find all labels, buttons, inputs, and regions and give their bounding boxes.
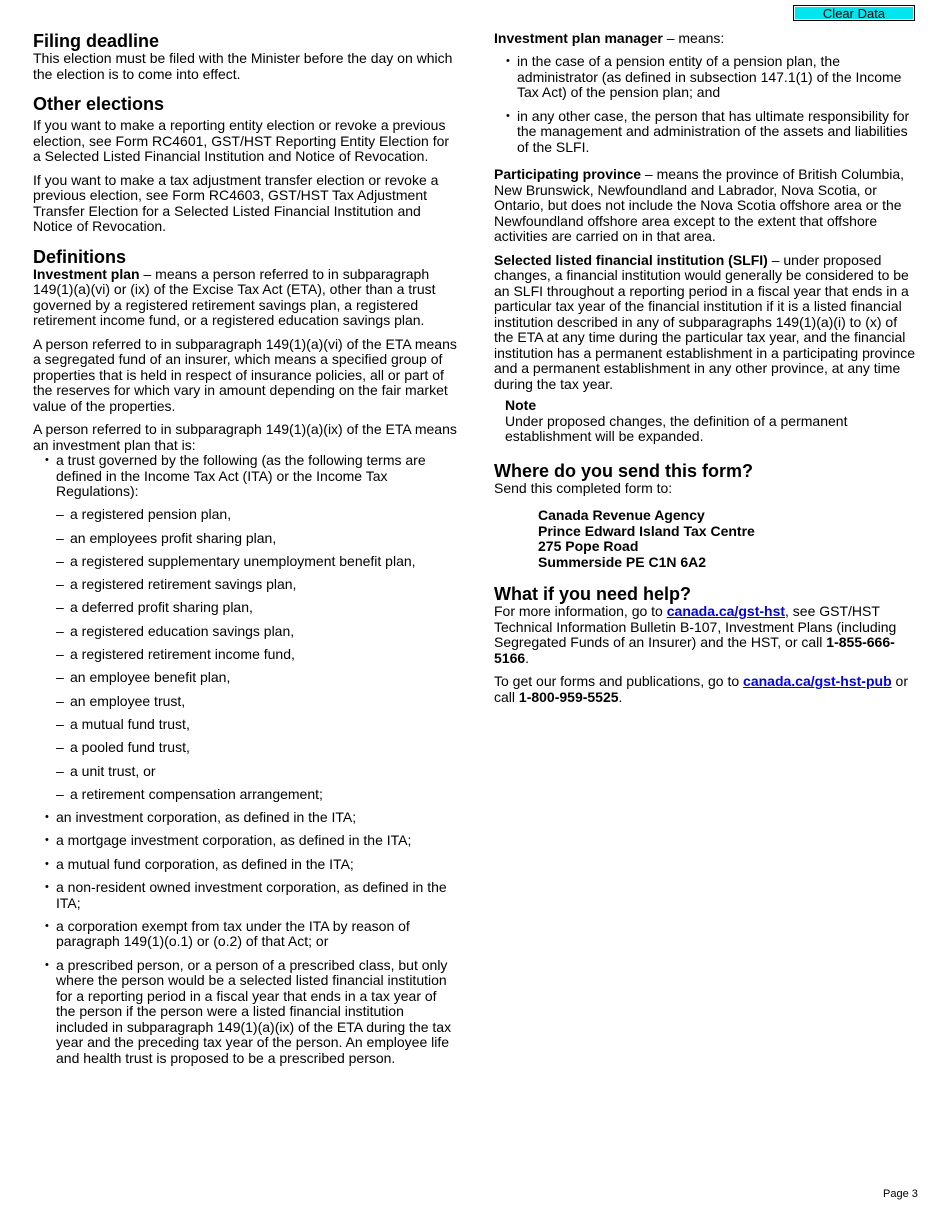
where-send-heading: Where do you send this form? bbox=[494, 460, 754, 481]
investment-plan-item-text: a prescribed person, or a person of a prescribed class, but only where the person would be a selected listed financial institution for a reporting period in a fiscal year that ends in a tax year of the person if the person were a listed financial institution included in subparagraph 149(1)(a)(ix) of the ETA during the tax year and the preceding tax year of the person. An employee life and health trust is proposed to be a prescribed person. bbox=[56, 956, 452, 1066]
investment-plan-def-text: – means a person referred to in subparagraph 149(1)(a)(vi) or (ix) of the Excise Tax Act (ETA), other than a trust governed by a registered retirement savings plan, a registered retirement income fund, or a registered education savings plan. bbox=[33, 265, 436, 328]
ipm-item-text: in any other case, the person that has ultimate responsibility for the management and administration of the assets and liabilities of the SLFI. bbox=[517, 107, 910, 155]
investment-plan-item bbox=[33, 857, 458, 873]
trust-type-item-text: a deferred profit sharing plan, bbox=[70, 599, 253, 616]
help-p1-b: , see GST/HST Technical Information Bulletin B-107, Investment Plans (including Segregated Funds of an Insurer) and the HST, or call bbox=[494, 603, 897, 651]
dash-marker: – bbox=[56, 762, 64, 779]
clear-data-button[interactable]: Clear Data bbox=[793, 5, 915, 21]
trust-type-item bbox=[33, 507, 458, 523]
definitions-heading: Definitions bbox=[33, 246, 126, 267]
left-column bbox=[33, 31, 458, 1066]
dash-marker: – bbox=[56, 599, 64, 616]
trust-bullet bbox=[33, 453, 458, 500]
help-para-2 bbox=[494, 674, 916, 705]
investment-plan-ix-para: A person referred to in subparagraph 149(1)(a)(ix) of the ETA means an investment plan that is: bbox=[33, 421, 457, 453]
trust-type-item-text: a retirement compensation arrangement; bbox=[70, 785, 323, 802]
trust-type-item bbox=[33, 787, 458, 803]
note-text: Under proposed changes, the definition of a permanent establishment will be expanded. bbox=[505, 412, 848, 445]
investment-plan-item-text: a mutual fund corporation, as defined in the ITA; bbox=[56, 855, 354, 872]
participating-province-definition bbox=[494, 167, 916, 245]
investment-plan-item bbox=[33, 919, 458, 950]
dash-marker: – bbox=[56, 739, 64, 756]
investment-plan-item-text: a corporation exempt from tax under the ITA by reason of paragraph 149(1)(o.1) or (o.2) of that Act; or bbox=[56, 917, 410, 950]
dash-marker: – bbox=[56, 576, 64, 593]
investment-plan-manager-definition bbox=[494, 31, 916, 47]
address-line: Summerside PE C1N 6A2 bbox=[538, 553, 707, 570]
investment-plan-item bbox=[33, 958, 458, 1067]
dash-marker: – bbox=[56, 622, 64, 639]
dash-marker: – bbox=[56, 506, 64, 523]
page-number: Page 3 bbox=[883, 1188, 918, 1200]
trust-type-item-text: a registered retirement savings plan, bbox=[70, 576, 297, 593]
help-p2-c: . bbox=[618, 688, 623, 705]
slfi-def-text: – under proposed changes, a financial institution would generally be considered to be an SLFI throughout a reporting period in a fiscal year that ends in a particular tax year of the financial institution if it is a listed financial institution described in any of subparagraphs 149(1)(a)(i) to (x) of the ETA at any time during the particular tax year, and the financial institution has a permanent establishment in a participating province and a permanent establishment in any other province, at any time during the tax year. bbox=[494, 251, 916, 392]
trust-type-item bbox=[33, 740, 458, 756]
ipm-list bbox=[494, 54, 916, 155]
trust-bullet-text: a trust governed by the following (as the following terms are defined in the Income Tax Act (ITA) or the Income Tax Regulations): bbox=[56, 452, 426, 499]
help-p1-a: For more information, go to bbox=[494, 603, 667, 620]
trust-type-item bbox=[33, 600, 458, 616]
trust-type-item bbox=[33, 554, 458, 570]
ipm-item-text: in the case of a pension entity of a pension plan, the administrator (as defined in subsection 147.1(1) of the Income Tax Act) of the pension plan; and bbox=[517, 53, 902, 101]
filing-deadline-heading: Filing deadline bbox=[33, 31, 160, 51]
investment-plan-item-text: a non-resident owned investment corporation, as defined in the ITA; bbox=[56, 879, 447, 911]
investment-plan-item-text: a mortgage investment corporation, as defined in the ITA; bbox=[56, 832, 412, 849]
help-p2-a: To get our forms and publications, go to bbox=[494, 673, 744, 690]
phone-number-2: 1-800-959-5525 bbox=[518, 688, 619, 705]
dash-marker: – bbox=[56, 715, 64, 732]
investment-plan-item bbox=[33, 833, 458, 849]
dash-marker: – bbox=[56, 529, 64, 546]
address-line: Prince Edward Island Tax Centre bbox=[538, 522, 755, 539]
ipm-item bbox=[494, 54, 916, 101]
other-investment-plans-list bbox=[33, 810, 458, 1066]
dash-marker: – bbox=[56, 646, 64, 663]
help-p1-c: . bbox=[525, 649, 530, 666]
slfi-definition bbox=[494, 253, 916, 393]
trust-type-item-text: a registered education savings plan, bbox=[70, 622, 295, 639]
slfi-term: Selected listed financial institution (SLFI) bbox=[494, 251, 768, 268]
note-heading: Note bbox=[505, 397, 537, 414]
trust-type-item-text: a unit trust, or bbox=[70, 762, 156, 779]
dash-marker: – bbox=[56, 785, 64, 802]
other-elections-para-2: If you want to make a tax adjustment transfer election or revoke a previous election, see Form RC4603, GST/HST Tax Adjustment Transfer Election for a Selected Listed Financial Institution and Notice of Revocation. bbox=[33, 171, 439, 234]
trust-type-item-text: a registered supplementary unemployment benefit plan, bbox=[70, 552, 416, 569]
investment-plan-term: Investment plan bbox=[33, 265, 140, 282]
ipm-term: Investment plan manager bbox=[494, 30, 663, 46]
dash-marker: – bbox=[56, 669, 64, 686]
help-p2-b: or call bbox=[494, 673, 908, 705]
investment-plan-item-text: an investment corporation, as defined in the ITA; bbox=[56, 809, 357, 826]
gst-hst-pub-link[interactable]: canada.ca/gst-hst-pub bbox=[743, 673, 892, 690]
where-send-intro: Send this completed form to: bbox=[494, 479, 673, 496]
trust-type-item bbox=[33, 717, 458, 733]
trust-type-item-text: a mutual fund trust, bbox=[70, 715, 190, 732]
trust-types-list bbox=[33, 507, 458, 802]
segregated-fund-para: A person referred to in subparagraph 149(1)(a)(vi) of the ETA means a segregated fund of an insurer, which means a specified group of properties that is held in respect of insurance policies, all or part of the reserves for which vary in amount depending on the fair market value of the properties. bbox=[33, 335, 457, 414]
other-elections-heading: Other elections bbox=[33, 94, 165, 114]
address-line: Canada Revenue Agency bbox=[538, 507, 705, 524]
trust-type-item bbox=[33, 764, 458, 780]
gst-hst-link[interactable]: canada.ca/gst-hst bbox=[666, 603, 786, 620]
participating-province-term: Participating province bbox=[494, 166, 642, 183]
investment-plan-definition bbox=[33, 267, 458, 329]
help-para-1 bbox=[494, 604, 916, 666]
other-elections-para-1: If you want to make a reporting entity election or revoke a previous election, see Form RC4601, GST/HST Reporting Entity Election for a Selected Listed Financial Institution and Notice of Revocation. bbox=[33, 117, 450, 164]
trust-type-item-text: a registered retirement income fund, bbox=[70, 646, 295, 663]
right-column bbox=[494, 31, 916, 705]
filing-deadline-text: This election must be filed with the Minister before the day on which the election is to come into effect. bbox=[33, 50, 453, 82]
trust-type-item bbox=[33, 670, 458, 686]
dash-marker: – bbox=[56, 692, 64, 709]
investment-plan-list bbox=[33, 453, 458, 500]
trust-type-item bbox=[33, 694, 458, 710]
phone-number-1: 1-855-666-5166 bbox=[494, 634, 895, 666]
trust-type-item-text: a registered pension plan, bbox=[70, 506, 232, 523]
participating-province-def-text: – means the province of British Columbia, New Brunswick, Newfoundland and Labrador, Nova Scotia, or Ontario, but does not include the Nova Scotia offshore area or the Newfoundland offshore area except to the extent that offshore activities are carried on in that area. bbox=[494, 166, 905, 245]
ipm-item bbox=[494, 109, 916, 156]
trust-type-item bbox=[33, 624, 458, 640]
trust-type-item-text: an employee benefit plan, bbox=[70, 669, 231, 686]
trust-type-item-text: a pooled fund trust, bbox=[70, 739, 190, 756]
help-heading: What if you need help? bbox=[494, 584, 691, 605]
address-line: 275 Pope Road bbox=[538, 538, 639, 555]
investment-plan-item bbox=[33, 880, 458, 911]
trust-type-item bbox=[33, 647, 458, 663]
trust-type-item-text: an employees profit sharing plan, bbox=[70, 529, 277, 546]
trust-type-item bbox=[33, 531, 458, 547]
trust-type-item-text: an employee trust, bbox=[70, 692, 186, 709]
mailing-address bbox=[538, 508, 916, 570]
investment-plan-item bbox=[33, 810, 458, 826]
ipm-def-text: – means: bbox=[662, 30, 725, 46]
dash-marker: – bbox=[56, 552, 64, 569]
note-box bbox=[505, 398, 916, 445]
trust-type-item bbox=[33, 577, 458, 593]
